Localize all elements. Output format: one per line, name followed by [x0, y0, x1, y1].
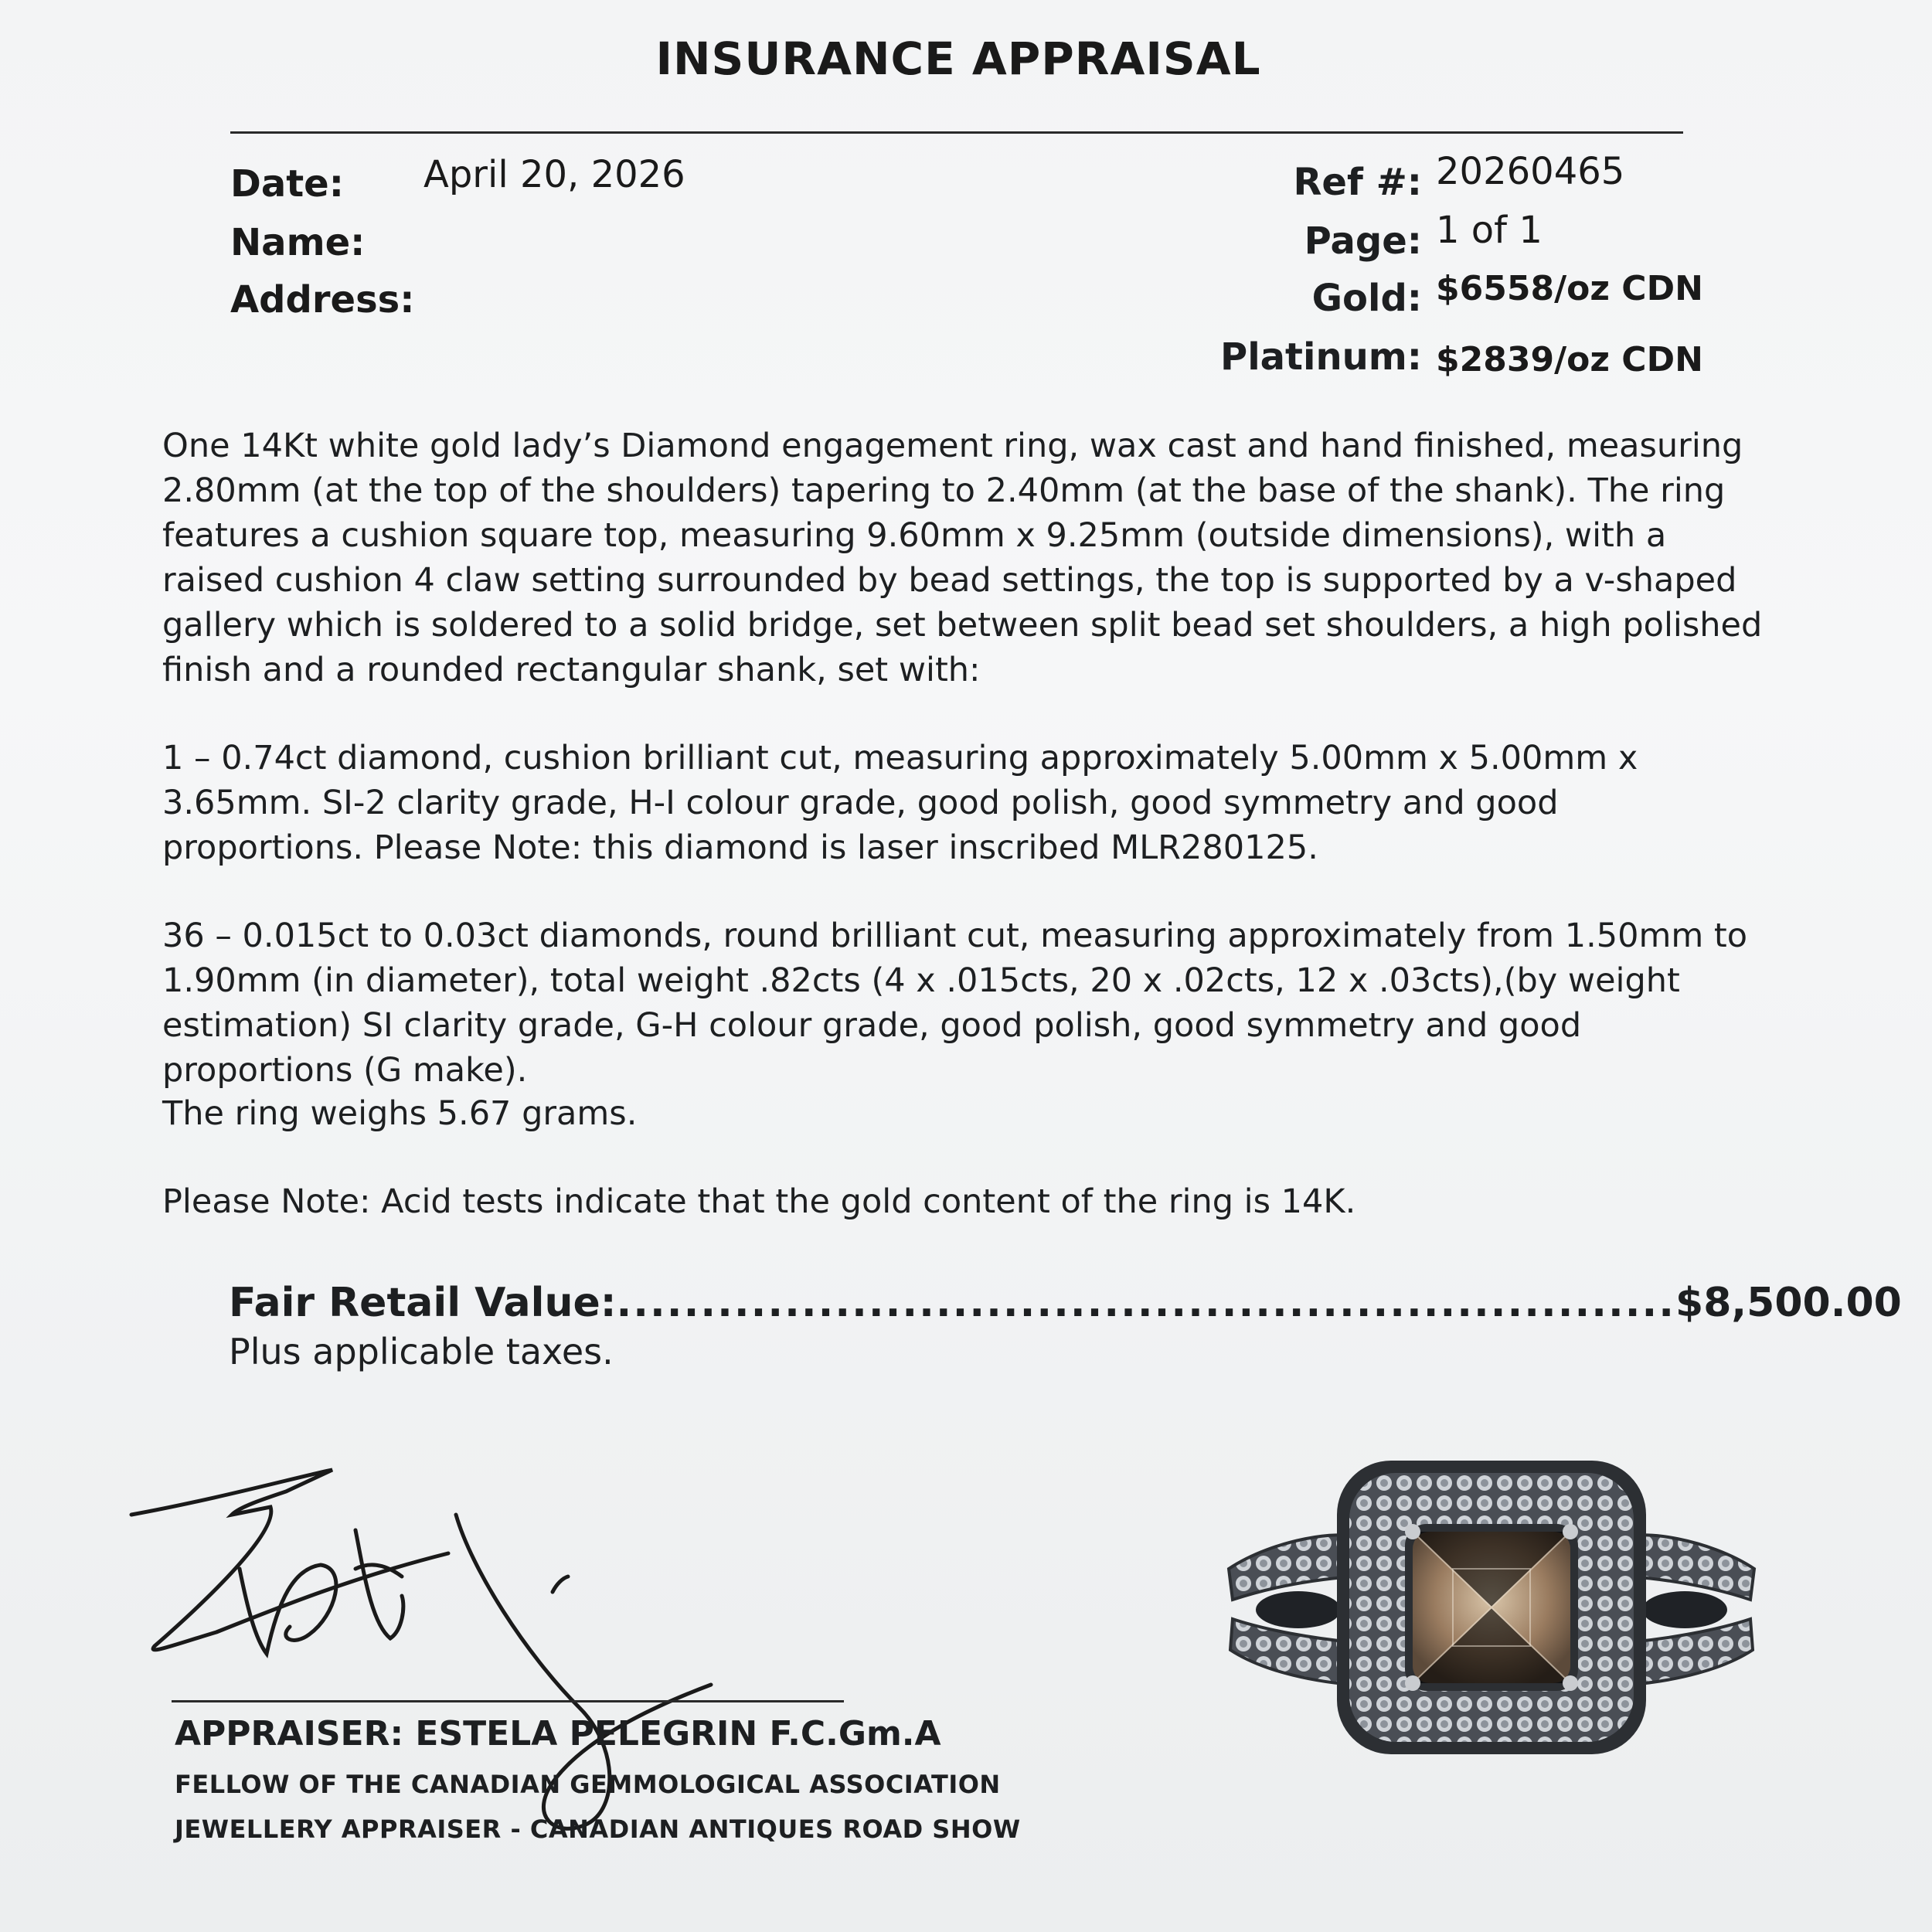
gold-content-note: Please Note: Acid tests indicate that the gold content of the ring is 14K. [162, 1182, 1356, 1221]
name-label: Name: [230, 221, 366, 264]
date-value: April 20, 2026 [423, 153, 685, 196]
platinum-label: Platinum: [1220, 335, 1422, 379]
platinum-value: $2839/oz CDN [1436, 340, 1703, 379]
page-label: Page: [1304, 219, 1422, 263]
document-title: INSURANCE APPRAISAL [655, 32, 1261, 85]
header-divider [230, 131, 1683, 134]
gold-value: $6558/oz CDN [1436, 269, 1703, 308]
fair-retail-value [229, 1280, 1902, 1326]
page-value: 1 of 1 [1436, 209, 1543, 252]
ring-photo [1213, 1453, 1770, 1762]
appraiser-role: JEWELLERY APPRAISER - CANADIAN ANTIQUES ROAD SHOW [175, 1815, 1021, 1844]
taxes-note: Plus applicable taxes. [229, 1331, 614, 1372]
appraiser-credential: FELLOW OF THE CANADIAN GEMMOLOGICAL ASSOCIATION [175, 1770, 1001, 1799]
gold-label: Gold: [1311, 277, 1422, 320]
description-intro: One 14Kt white gold lady’s Diamond engagement ring, wax cast and hand finished, measuring 2.80mm (at the top of the shoulders) tapering to 2.40mm (at the base of the shank). The ring features a cushion square top, measuring 9.60mm x 9.25mm (outside dimensions), with a raised cushion 4 claw setting surrounded by bead settings, the top is supported by a v-shaped gallery which is soldered to a solid bridge, set between split bead set shoulders, a high polished finish and a rounded rectangular shank, set with: [162, 427, 1763, 689]
ref-label: Ref #: [1293, 161, 1422, 204]
appraiser-name: APPRAISER: ESTELA PELEGRIN F.C.Gm.A [175, 1714, 941, 1753]
fair-retail-value-amount: $8,500.00 [1675, 1280, 1902, 1326]
leader-dots: ............................................................... [616, 1280, 1676, 1326]
address-label: Address: [230, 278, 415, 321]
ref-value: 20260465 [1436, 150, 1625, 193]
signature-line [172, 1700, 844, 1702]
center-stone-description: 1 – 0.74ct diamond, cushion brilliant cut, measuring approximately 5.00mm x 5.00mm x 3.65mm. SI-2 clarity grade, H-I colour grade, good polish, good symmetry and good proportions. Please Note: this diamond is laser inscribed MLR280125. [162, 739, 1638, 867]
fair-retail-value-label: Fair Retail Value: [229, 1280, 617, 1326]
side-stones-description: 36 – 0.015ct to 0.03ct diamonds, round brilliant cut, measuring approximately from 1.50mm to 1.90mm (in diameter), total weight .82cts (4 x .015cts, 20 x .02cts, 12 x .03cts),(by weight estimation) SI clarity grade, G-H colour grade, good polish, good symmetry and good proportions (G make). [162, 917, 1748, 1090]
date-label: Date: [230, 162, 344, 206]
ring-weight: The ring weighs 5.67 grams. [162, 1094, 638, 1133]
